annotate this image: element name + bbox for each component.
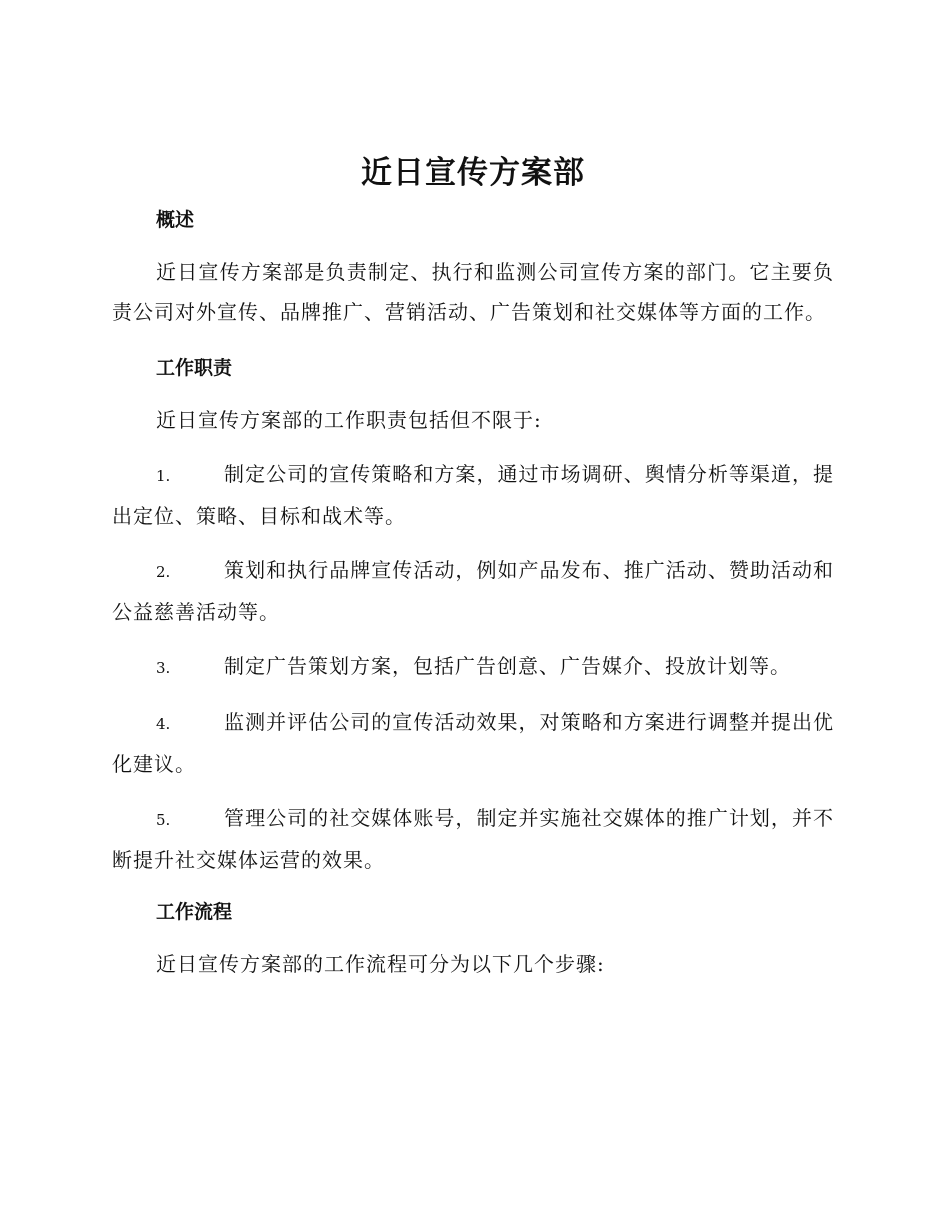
- list-item-text: 策划和执行品牌宣传活动，例如产品发布、推广活动、赞助活动和公益慈善活动等。: [112, 558, 834, 624]
- list-item: [112, 646, 834, 688]
- workflow-intro: 近日宣传方案部的工作流程可分为以下几个步骤:: [156, 952, 605, 976]
- list-item-text: 管理公司的社交媒体账号，制定并实施社交媒体的推广计划，并不断提升社交媒体运营的效果。: [112, 806, 834, 872]
- list-number: 3.: [156, 659, 171, 677]
- list-item-text: 监测并评估公司的宣传活动效果，对策略和方案进行调整并提出优化建议。: [112, 710, 834, 776]
- overview-paragraph: 近日宣传方案部是负责制定、执行和监测公司宣传方案的部门。它主要负责公司对外宣传、品牌推广、营销活动、广告策划和社交媒体等方面的工作。: [112, 260, 834, 324]
- list-item: [112, 550, 834, 632]
- responsibilities-intro: 近日宣传方案部的工作职责包括但不限于:: [156, 408, 542, 432]
- document-title: 近日宣传方案部: [361, 155, 585, 191]
- list-item: [112, 454, 834, 536]
- list-number: 1.: [156, 467, 171, 485]
- list-item-text: 制定广告策划方案，包括广告创意、广告媒介、投放计划等。: [224, 654, 791, 678]
- list-item: [112, 798, 834, 880]
- section-heading-responsibilities: 工作职责: [156, 357, 233, 379]
- list-number: 2.: [156, 563, 171, 581]
- section-heading-workflow: 工作流程: [156, 901, 233, 923]
- list-item: [112, 702, 834, 784]
- list-number: 5.: [156, 811, 171, 829]
- section-heading-overview: 概述: [156, 209, 195, 231]
- list-number: 4.: [156, 715, 171, 733]
- list-item-text: 制定公司的宣传策略和方案，通过市场调研、舆情分析等渠道，提出定位、策略、目标和战术等。: [112, 462, 834, 528]
- document-body: [112, 148, 834, 984]
